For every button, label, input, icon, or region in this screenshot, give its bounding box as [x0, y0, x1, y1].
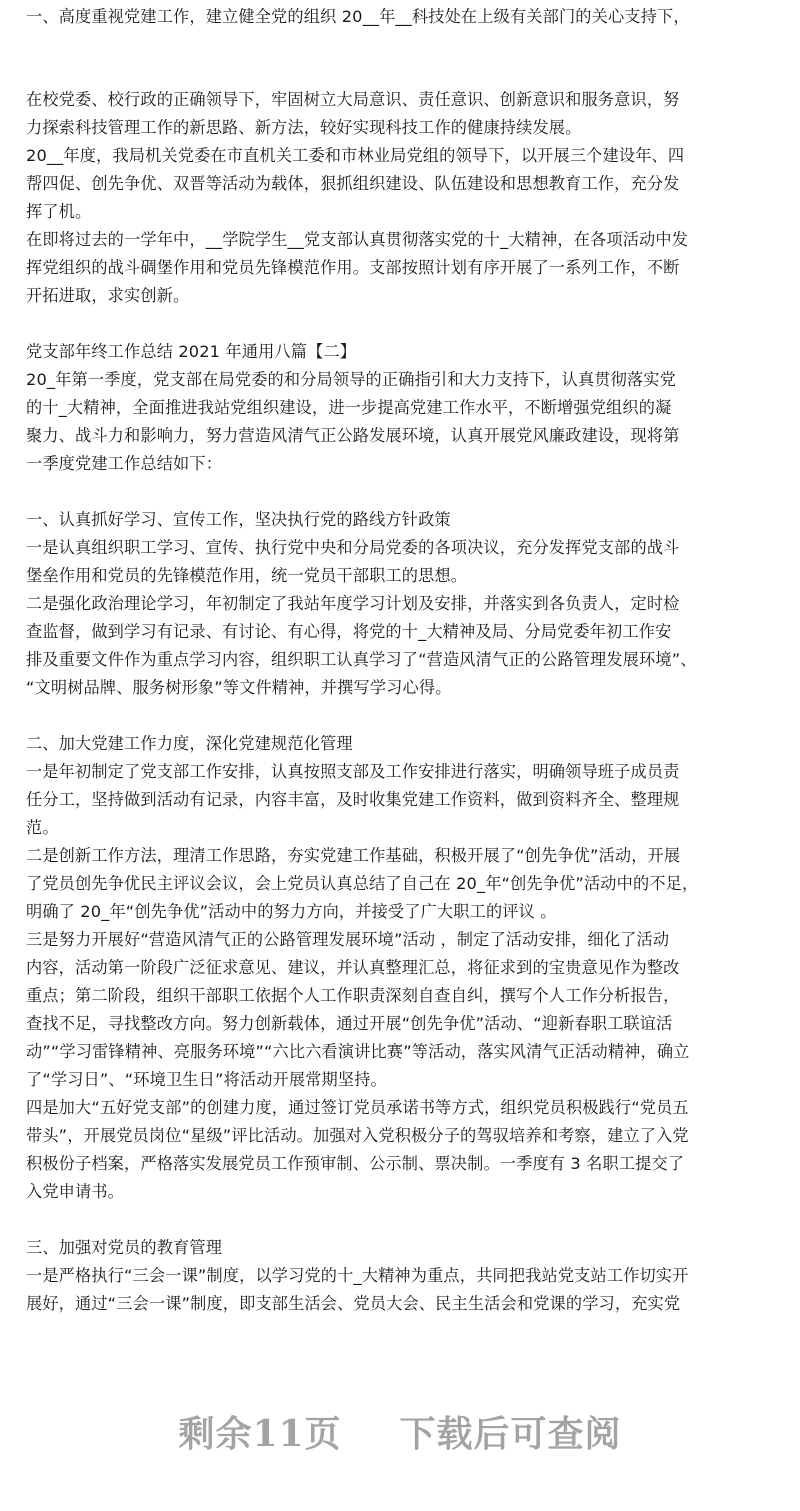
- text-line: 开拓进取，求实创新。: [26, 286, 190, 305]
- text-line: 帮四促、创先争优、双晋等活动为载体，狠抓组织建设、队伍建设和思想教育工作，充分发: [26, 174, 680, 193]
- text-line: 的十_大精神，全面推进我站党组织建设，进一步提高党建工作水平，不断增强党组织的凝: [26, 398, 672, 417]
- text-line: 堡垒作用和党员的先锋模范作用，统一党员干部职工的思想。: [26, 566, 468, 585]
- text-line: 一季度党建工作总结如下：: [26, 454, 223, 473]
- download-prompt[interactable]: [0, 1412, 800, 1456]
- text-line: 明确了 20_年“创先争优”活动中的努力方向，并接受了广大职工的评议 。: [26, 902, 557, 921]
- text-line: 内容，活动第一阶段广泛征求意见、建议，并认真整理汇总，将征求到的宝贵意见作为整改: [26, 958, 680, 977]
- text-line: 二是强化政治理论学习，年初制定了我站年度学习计划及安排，并落实到各负责人，定时检: [26, 594, 680, 613]
- text-line: 二是创新工作方法，理清工作思路，夯实党建工作基础，积极开展了“创先争优”活动，开展: [26, 846, 681, 865]
- text-line: 20_年第一季度，党支部在局党委的和分局领导的正确指引和大力支持下，认真贯彻落实党: [26, 370, 676, 389]
- text-line: 展好，通过“三会一课”制度，即支部生活会、党员大会、民主生活会和党课的学习，充实党: [26, 1294, 681, 1313]
- text-line: 力探索科技管理工作的新思路、新方法，较好实现科技工作的健康持续发展。: [26, 118, 582, 137]
- text-line: 带头”，开展党员岗位“星级”评比活动。加强对入党积极分子的驾驭培养和考察，建立了入党: [26, 1126, 689, 1145]
- text-line: 一是严格执行“三会一课”制度，以学习党的十_大精神为重点，共同把我站党支站工作切实开: [26, 1266, 689, 1285]
- text-line: 积极份子档案，严格落实发展党员工作预审制、公示制、票决制。一季度有 3 名职工提交了: [26, 1154, 685, 1173]
- remaining-pages-label: 剩余11页: [178, 1413, 342, 1455]
- text-line: 一、高度重视党建工作，建立健全党的组织 20__年__科技处在上级有关部门的关心支持下，: [26, 7, 690, 26]
- text-line: 在校党委、校行政的正确领导下，牢固树立大局意识、责任意识、创新意识和服务意识，努: [26, 90, 680, 109]
- text-line: 四是加大“五好党支部”的创建力度，通过签订党员承诺书等方式，组织党员积极践行“党员五: [26, 1098, 689, 1117]
- text-line: 查找不足，寻找整改方向。努力创新载体，通过开展“创先争优”活动、“迎新春职工联谊活: [26, 1014, 673, 1033]
- text-line: 20__年度，我局机关党委在市直机关工委和市林业局党组的领导下，以开展三个建设年、四: [26, 146, 685, 165]
- text-line: 三是努力开展好“营造风清气正的公路管理发展环境”活动 ，制定了活动安排，细化了活动: [26, 930, 670, 949]
- section-heading: 二、加大党建工作力度，深化党建规范化管理: [26, 734, 353, 753]
- text-line: 一是认真组织职工学习、宣传、执行党中央和分局党委的各项决议，充分发挥党支部的战斗: [26, 538, 680, 557]
- text-line: 动”“学习雷锋精神、亮服务环境”“六比六看演讲比赛”等活动，落实风清气正活动精神，确立: [26, 1042, 690, 1061]
- text-line: 了党员创先争优民主评议会议，会上党员认真总结了自己在 20_年“创先争优”活动中的不足，: [26, 874, 699, 893]
- text-line: 排及重要文件作为重点学习内容，组织职工认真学习了“营造风清气正的公路管理发展环境”、: [26, 650, 697, 669]
- text-line: 范。: [26, 818, 59, 837]
- text-line: 查监督，做到学习有记录、有讨论、有心得，将党的十_大精神及局、分局党委年初工作安: [26, 622, 672, 641]
- section-heading: 党支部年终工作总结 2021 年通用八篇【二】: [26, 342, 357, 361]
- text-line: 重点；第二阶段，组织干部职工依据个人工作职责深刻自查自纠，撰写个人工作分析报告，: [26, 986, 680, 1005]
- text-line: 聚力、战斗力和影响力，努力营造风清气正公路发展环境，认真开展党风廉政建设，现将第: [26, 426, 680, 445]
- text-line: 了“学习日”、“环境卫生日”将活动开展常期坚持。: [26, 1070, 387, 1089]
- text-line: 入党申请书。: [26, 1182, 125, 1201]
- download-to-view-label: 下载后可查阅: [399, 1413, 622, 1455]
- text-line: 在即将过去的一学年中，__学院学生__党支部认真贯彻落实党的十_大精神，在各项活动中发: [26, 230, 689, 249]
- text-line: 一是年初制定了党支部工作安排，认真按照支部及工作安排进行落实，明确领导班子成员责: [26, 762, 680, 781]
- text-line: 挥党组织的战斗碉堡作用和党员先锋模范作用。支部按照计划有序开展了一系列工作，不断: [26, 258, 680, 277]
- text-line: “文明树品牌、服务树形象”等文件精神，并撰写学习心得。: [26, 678, 452, 697]
- section-heading: 一、认真抓好学习、宣传工作，坚决执行党的路线方针政策: [26, 510, 451, 529]
- text-line: 挥了机。: [26, 202, 92, 221]
- section-heading: 三、加强对党员的教育管理: [26, 1238, 223, 1257]
- text-line: 任分工，坚持做到活动有记录，内容丰富，及时收集党建工作资料，做到资料齐全、整理规: [26, 790, 680, 809]
